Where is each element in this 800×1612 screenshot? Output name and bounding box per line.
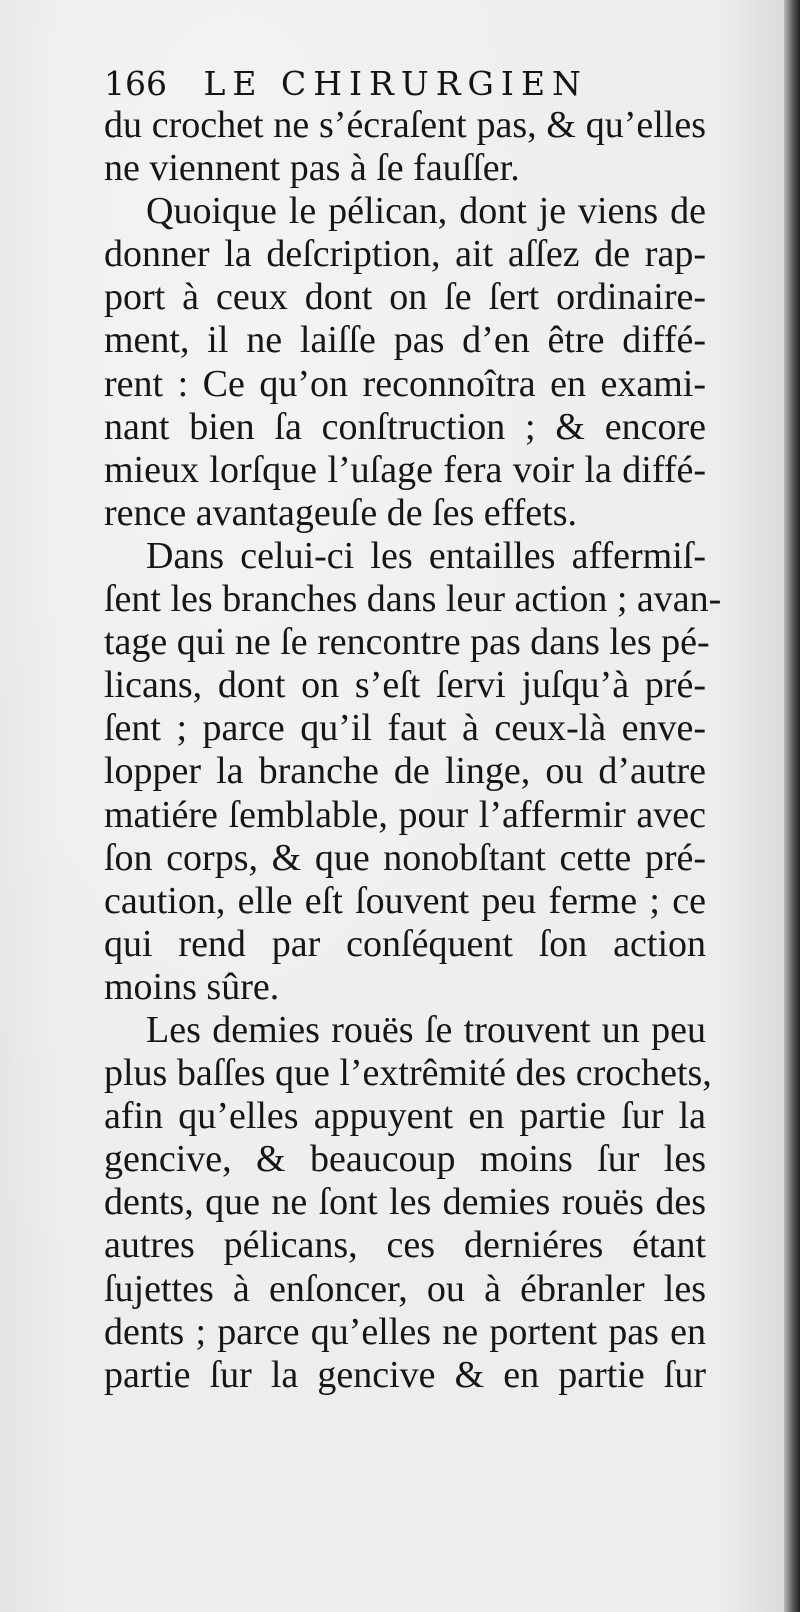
text-line: licans, dont on s’eſt ſervi juſqu’à pré- [104, 664, 706, 707]
text-line: tage qui ne ſe rencontre pas dans les pé- [104, 621, 710, 664]
text-line: dents ; parce qu’elles ne portent pas en [104, 1310, 706, 1353]
text-line: ment, il ne laiſſe pas d’en être diffé- [104, 319, 706, 362]
text-line: ſon corps, & que nonobſtant cette pré- [104, 836, 706, 879]
page-number: 166 [104, 64, 167, 103]
paragraph [104, 104, 706, 190]
text-line: donner la deſcription, ait aſſez de rap- [104, 233, 706, 276]
text-line: afin qu’elles appuyent en partie ſur la [104, 1095, 706, 1138]
running-title: LE CHIRURGIEN [203, 64, 588, 103]
paragraph [104, 190, 706, 535]
text-line: rence avantageuſe de ſes effets. [104, 491, 577, 534]
text-line: lopper la branche de linge, ou d’autre [104, 750, 706, 793]
text-line: ne viennent pas à ſe fauſſer. [104, 147, 520, 190]
page-edge-shadow [784, 0, 800, 1612]
text-line: rent : Ce qu’on reconnoîtra en exami- [104, 362, 706, 405]
body-text [104, 104, 722, 1397]
text-line: nant bien ſa conſtruction ; & encore [104, 405, 706, 448]
text-line: du crochet ne s’écraſent pas, & qu’elles [104, 104, 706, 146]
text-line: Dans celui-ci les entailles affermiſ- [146, 534, 706, 577]
text-line: ſujettes à enſoncer, ou à ébranler les [104, 1267, 706, 1310]
text-line: autres pélicans, ces derniéres étant [104, 1224, 706, 1267]
text-line: plus baſſes que l’extrêmité des crochets, [104, 1052, 712, 1095]
text-line: port à ceux dont on ſe ſert ordinaire- [104, 276, 706, 319]
text-line: mieux lorſque l’uſage fera voir la diffé- [104, 448, 706, 491]
text-line: dents, que ne ſont les demies rouës des [104, 1181, 706, 1224]
text-line: qui rend par conſéquent ſon action [104, 922, 706, 965]
text-line: Les demies rouës ſe trouvent un peu [146, 1008, 706, 1051]
text-line: Quoique le pélican, dont je viens de [146, 190, 706, 233]
running-head [104, 64, 744, 103]
paragraph [104, 1008, 712, 1397]
text-line: matiére ſemblable, pour l’affermir avec [104, 793, 706, 836]
text-line: caution, elle eſt ſouvent peu ferme ; ce [104, 879, 706, 922]
text-line: moins sûre. [104, 965, 280, 1008]
text-line: ſent les branches dans leur action ; avan- [104, 578, 722, 621]
text-line: gencive, & beaucoup moins ſur les [104, 1138, 706, 1181]
text-line: partie ſur la gencive & en partie ſur [104, 1353, 706, 1396]
paragraph [104, 534, 722, 1009]
text-line: ſent ; parce qu’il faut à ceux-là enve- [104, 707, 706, 750]
